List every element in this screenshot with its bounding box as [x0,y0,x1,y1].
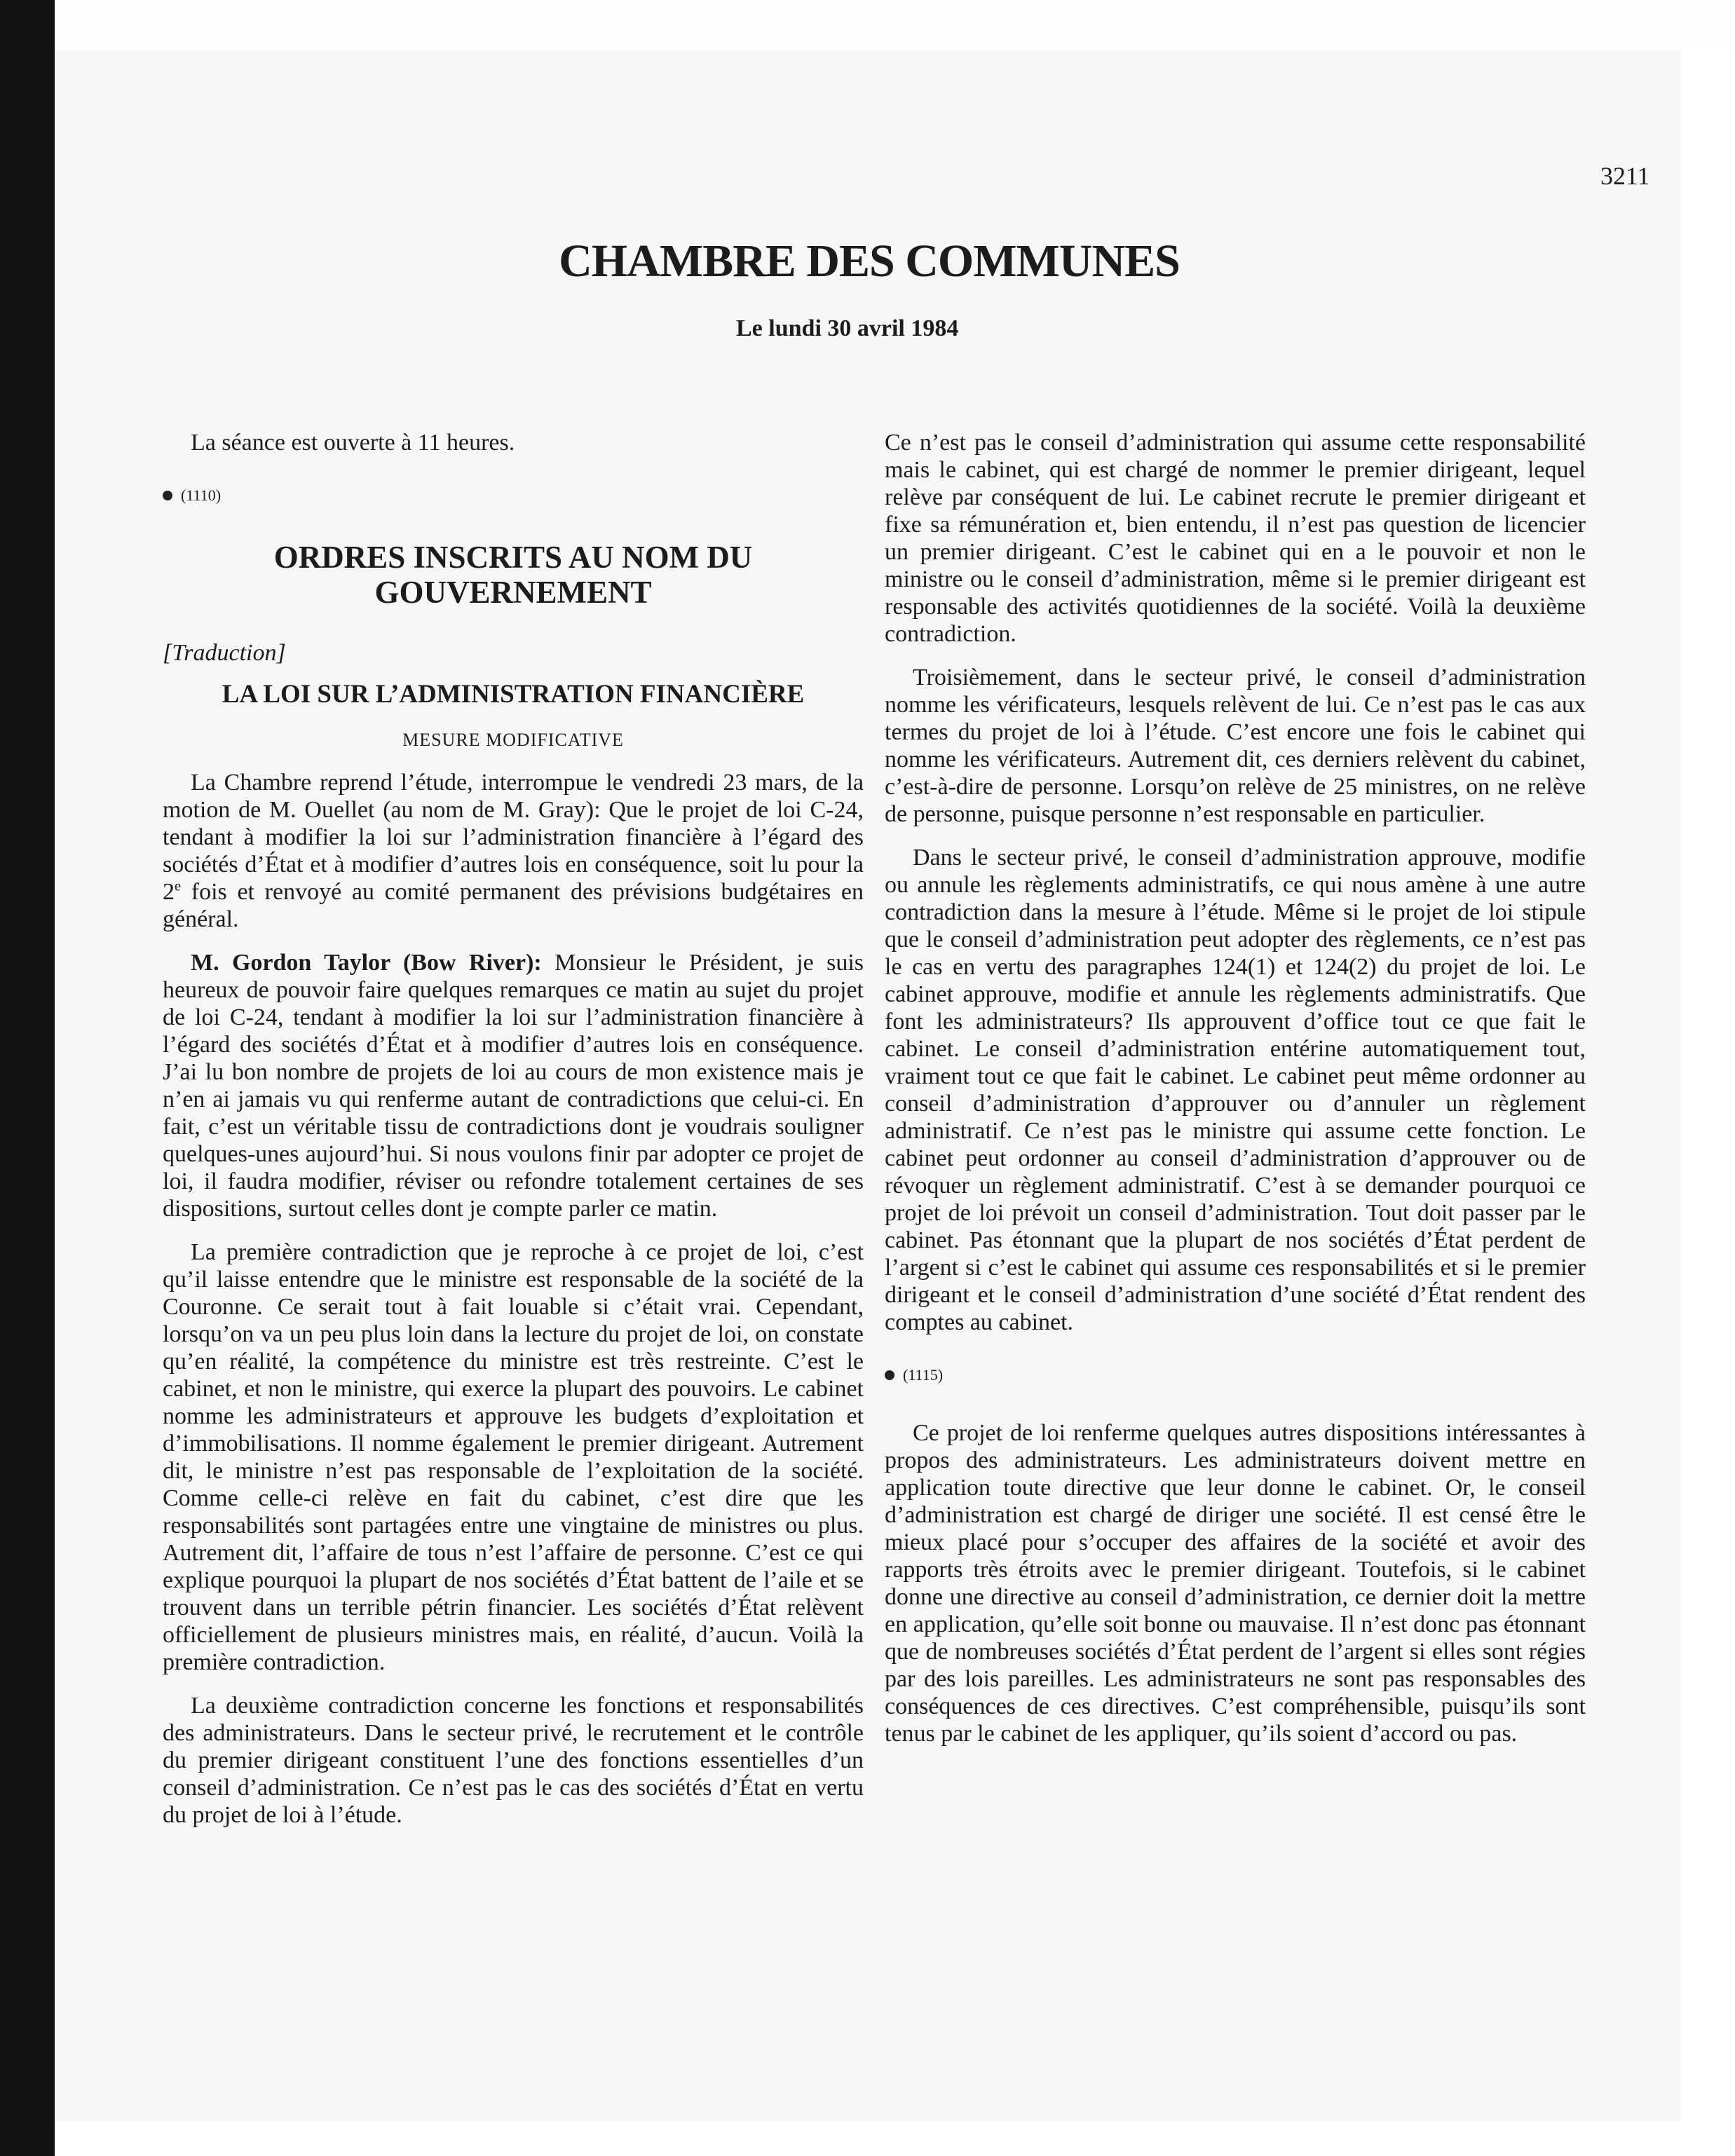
translation-note: [Traduction] [163,640,286,666]
scan-black-edge [0,0,55,2156]
paragraph [163,949,864,1222]
bullet-icon [163,491,172,500]
paragraph-text: Monsieur le Président, je suis heureux de pouvoir faire quelques remarques ce matin au sujet du projet de loi C-24, tendant à modifier la loi sur l’administration financière à l’égard des sociétés d’État et à modifier d’autres lois en conséquence. J’ai lu bon nombre de projets de loi au cours de mon existence mais je n’en ai jamais vu qui renferme autant de contradictions que celui-ci. En fait, c’est un véritable tissu de contradictions dont je voudrais souligner quelques-unes aujourd’hui. Si nous voulons finir par adopter ce projet de loi, il faudra modifier, réviser ou refondre totalement certaines de ses dispositions, surtout celles dont je compte parler ce matin. [163,950,864,1222]
paragraph-text: fois et renvoyé au comité permanent des prévisions budgétaires en général. [163,879,864,932]
timestamp-text: (1115) [903,1366,944,1384]
sitting-date: Le lundi 30 avril 1984 [736,315,959,341]
left-column [163,429,864,1845]
page-number: 3211 [1600,162,1650,190]
paragraph-text: La Chambre reprend l’étude, interrompue le vendredi 23 mars, de la motion de M. Ouellet (au nom de M. Gray): Que le projet de loi C-24, tendant à modifier la loi sur l’administration financière à l’égard des sociétés d’État et à modifier d’autres lois en conséquence, soit lu pour la 2 [163,770,864,905]
paragraph: La première contradiction que je reproche à ce projet de loi, c’est qu’il laisse entendre que le ministre est responsable de la société de la Couronne. Ce serait tout à fait louable si c’était vrai. Cependant, lorsqu’on va un peu plus loin dans la lecture du projet de loi, on constate qu’en réalité, la compétence du ministre est très restreinte. C’est le cabinet, et non le ministre, qui exerce la plupart des pouvoirs. Le cabinet nomme les administrateurs et approuve les budgets d’exploitation et d’immobilisations. Il nomme également le premier dirigeant. Autrement dit, le ministre n’est pas responsable de l’exploitation de la société. Comme celle-ci relève en fait du cabinet, c’est dire que les responsabilités sont partagées entre une vingtaine de ministres ou plus. Autrement dit, l’affaire de tous n’est l’affaire de personne. C’est ce qui explique pourquoi la plupart de nos sociétés d’État battent de l’aile et se trouvent dans un terrible pétrin financier. Les sociétés d’État relèvent officiellement de plusieurs ministres mais, en réalité, d’aucun. Voilà la première contradiction. [163,1239,864,1675]
section-heading-line-2: GOUVERNEMENT [374,575,652,610]
timestamp-marker [163,482,864,509]
paragraph: La deuxième contradiction concerne les fonctions et responsabilités des administrateurs. Dans le secteur privé, le recrutement et le contrôle du premier dirigeant constituent l’une des fonctions essentielles d’un conseil d’administration. Ce n’est pas le cas des sociétés d’État en vertu du projet de loi à l’étude. [163,1693,864,1828]
timestamp-marker [885,1361,1586,1389]
paragraph: Ce n’est pas le conseil d’administration qui assume cette responsabilité mais le cabinet, qui est chargé de nommer le premier dirigeant, lequel relève par conséquent de lui. Le cabinet recrute le premier dirigeant et fixe sa rémunération et, bien entendu, il n’est pas question de licencier un premier dirigeant. C’est le cabinet qui en a le pouvoir et non le ministre ou le conseil d’administration, même si le premier dirigeant est responsable des activités quotidiennes de la société. Voilà la deuxième contradiction. [885,430,1586,647]
timestamp-text: (1110) [181,486,222,504]
speaker-name: M. Gordon Taylor (Bow River): [191,950,542,976]
paragraph: Ce projet de loi renferme quelques autres dispositions intéressantes à propos des administrateurs. Les administrateurs doivent mettre en application toute directive que leur donne le cabinet. Or, le conseil d’administration est chargé de diriger une société. Il est censé être le mieux placé pour s’occuper des affaires de la société et avoir des rapports très étroits avec le premier dirigeant. Toutefois, si le cabinet donne une directive au conseil d’administration, ce dernier doit la mettre en application, qu’elle soit bonne ou mauvaise. Il n’est donc pas étonnant que de nombreuses sociétés d’État perdent de l’argent si elles sont régies par des lois pareilles. Les administrateurs ne sont pas responsables des conséquences de ces directives. C’est compréhensible, puisqu’ils sont tenus par le cabinet de les appliquer, qu’ils soient d’accord ou pas. [885,1420,1586,1747]
bullet-icon [885,1370,894,1380]
section-heading-line-1: ORDRES INSCRITS AU NOM DU [273,540,753,575]
opening-line: La séance est ouverte à 11 heures. [191,430,515,456]
paragraph: Troisièmement, dans le secteur privé, le conseil d’administration nomme les vérificateurs, lesquels relèvent de lui. Ce n’est pas le cas aux termes du projet de loi à l’étude. C’est encore une fois le cabinet qui nomme les vérificateurs. Autrement dit, ces derniers relèvent du cabinet, c’est-à-dire de personne. Lorsqu’on relève de 25 ministres, on ne relève de personne, puisque personne n’est responsable en particulier. [885,664,1586,827]
superscript: e [175,878,182,894]
section-heading [163,540,864,610]
paragraph: Dans le secteur privé, le conseil d’administration approuve, modifie ou annule les règlements administratifs, ce qui nous amène à une autre contradiction dans la mesure à l’étude. Même si le projet de loi stipule que le conseil d’administration peut adopter des règlements, ce n’est pas le cas en vertu des paragraphes 124(1) et 124(2) du projet de loi. Le cabinet approuve, modifie et annule les règlements administratifs. Que font les administrateurs? Ils approuvent d’office tout ce que fait le cabinet. Le conseil d’administration entérine automatiquement tout, vraiment tout ce que fait le cabinet. Le cabinet peut même ordonner au conseil d’administration d’approuver ou d’annuler un règlement administratif. Ce n’est pas le ministre qui assume cette fonction. Le cabinet peut ordonner au conseil d’administration d’approuver ou de révoquer un règlement administratif. C’est à se demander pourquoi ce projet de loi prévoit un conseil d’administration. Tout doit passer par le cabinet. Pas étonnant que la plupart de nos sociétés d’État perdent de l’argent si c’est le cabinet qui assume ces responsabilités et si le premier dirigeant et le conseil d’administration d’une société d’État rendent des comptes au cabinet. [885,845,1586,1335]
bill-title: LA LOI SUR L’ADMINISTRATION FINANCIÈRE [222,680,805,709]
masthead-title: CHAMBRE DES COMMUNES [559,236,1180,287]
measure-label: MESURE MODIFICATIVE [402,730,624,750]
scan-top-margin [55,0,1735,50]
right-column [885,429,1586,1763]
paragraph [163,769,864,933]
